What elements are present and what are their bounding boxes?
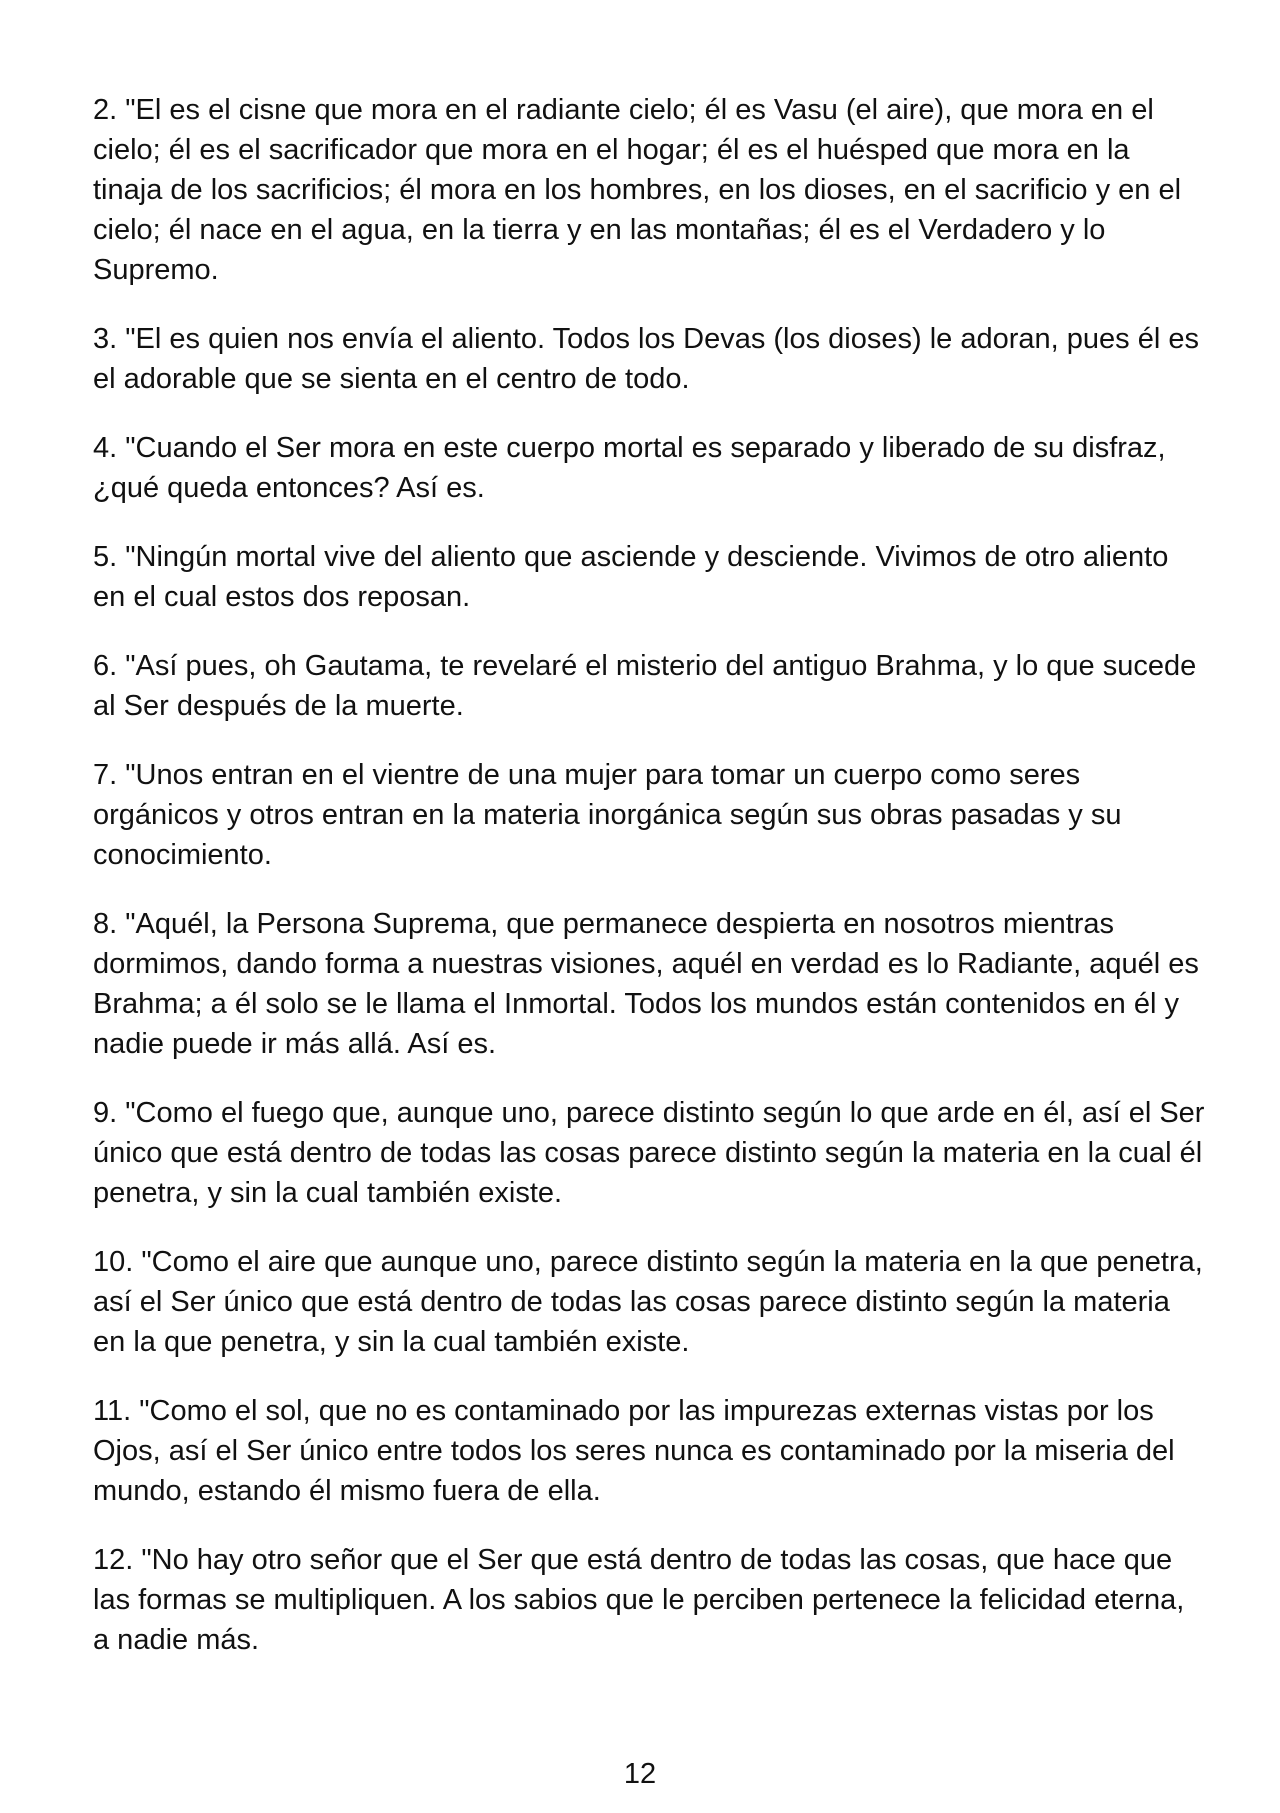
verse-2: 2. "El es el cisne que mora en el radiante cielo; él es Vasu (el aire), que mora en el cielo; él es el sacrificador que mora en el hogar; él es el huésped que mora en la tinaja de los sacrificios; él mora en los hombres, en los dioses, en el sacrificio y en el cielo; él nace en el agua, en la tierra y en las montañas; él es el Verdadero y lo Supremo. — [93, 94, 1182, 286]
verse-4: 4. "Cuando el Ser mora en este cuerpo mortal es separado y liberado de su disfraz, ¿qué queda entonces? Así es. — [93, 432, 1166, 504]
verse-9: 9. "Como el fuego que, aunque uno, parece distinto según lo que arde en él, así el Ser único que está dentro de todas las cosas parece distinto según la materia en la cual él penetra, y sin la cual también existe. — [93, 1097, 1205, 1209]
verse-10: 10. "Como el aire que aunque uno, parece distinto según la materia en la que penetra, así el Ser único que está dentro de todas las cosas parece distinto según la materia en la que penetra, y sin la cual también existe. — [93, 1246, 1203, 1358]
verse-3: 3. "El es quien nos envía el aliento. Todos los Devas (los dioses) le adoran, pues él es el adorable que se sienta en el centro de todo. — [93, 323, 1199, 395]
verse-12: 12. "No hay otro señor que el Ser que está dentro de todas las cosas, que hace que las formas se multipliquen. A los sabios que le perciben pertenece la felicidad eterna, a nadie más. — [93, 1544, 1185, 1656]
verse-8: 8. "Aquél, la Persona Suprema, que permanece despierta en nosotros mientras dormimos, dando forma a nuestras visiones, aquél en verdad es lo Radiante, aquél es Brahma; a él solo se le llama el Inmortal. Todos los mundos están contenidos en él y nadie puede ir más allá. Así es. — [93, 908, 1199, 1060]
verse-7: 7. "Unos entran en el vientre de una mujer para tomar un cuerpo como seres orgánicos y otros entran en la materia inorgánica según sus obras pasadas y su conocimiento. — [93, 759, 1122, 871]
page-number: 12 — [623, 1758, 657, 1790]
verse-6: 6. "Así pues, oh Gautama, te revelaré el misterio del antiguo Brahma, y lo que sucede al Ser después de la muerte. — [93, 650, 1197, 722]
page-body — [93, 90, 1205, 1689]
verse-5: 5. "Ningún mortal vive del aliento que asciende y desciende. Vivimos de otro aliento en el cual estos dos reposan. — [93, 541, 1169, 613]
verse-11: 11. "Como el sol, que no es contaminado por las impurezas externas vistas por los Ojos, así el Ser único entre todos los seres nunca es contaminado por la miseria del mundo, estando él mismo fuera de ella. — [93, 1395, 1175, 1507]
